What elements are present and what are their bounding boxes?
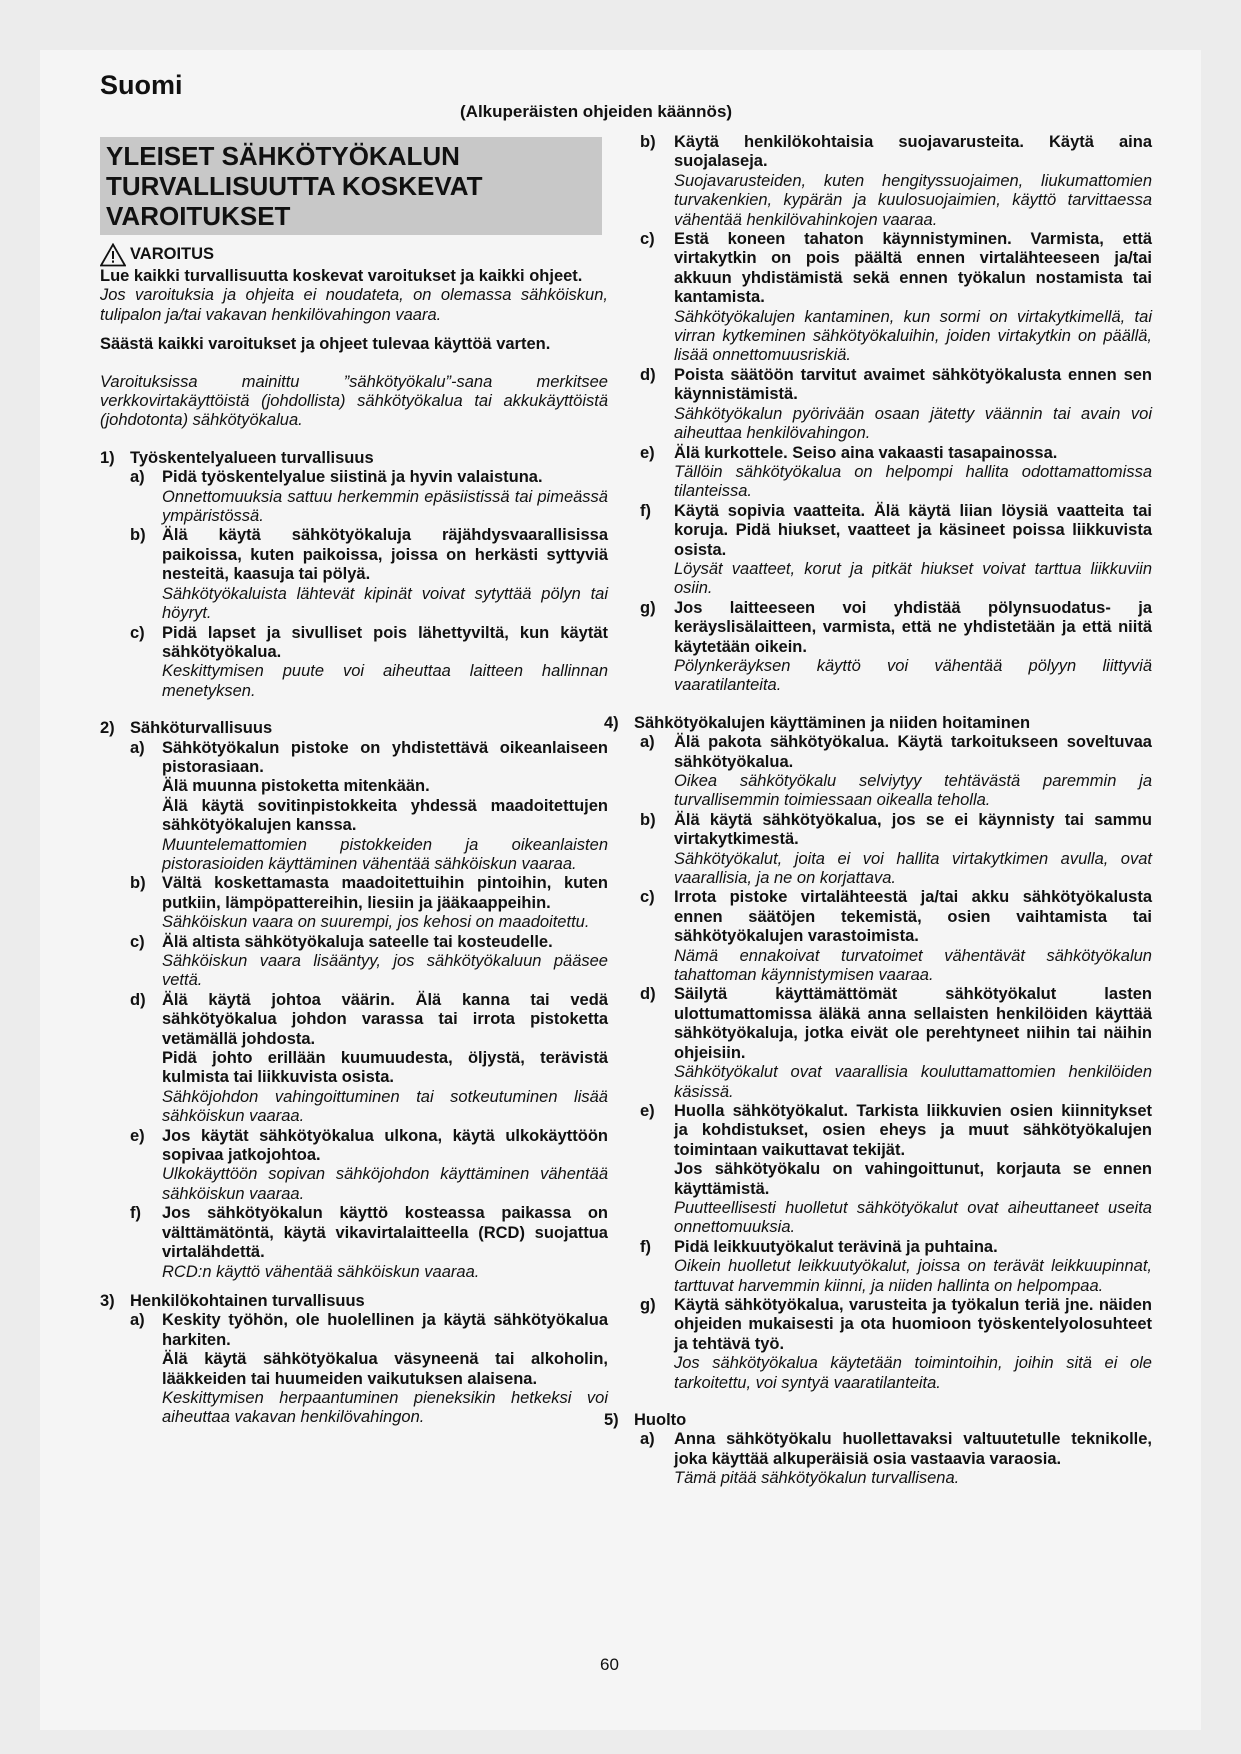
warning-triangle-icon [100,243,126,267]
translation-note: (Alkuperäisten ohjeiden käännös) [460,102,733,121]
list-item: c) Pidä lapset ja sivulliset pois lähettyviltä, kun käytät sähkötyökalua. Keskittymisen puute voi aiheuttaa laitteen hallinnan menetyksen. [130,623,608,700]
intro-italic: Varoituksissa mainittu ”sähkötyökalu”-sana merkitsee verkkovirtakäyttöistä (johdollista) sähkötyökalua tai akkukäyttöistä (johdotonta) sähkötyökalua. [100,372,608,430]
list-item: b) Älä käytä sähkötyökalua, jos se ei käynnisty tai sammu virtakytkimestä. Sähkötyökalut, joita ei voi hallita virtakytkimen avulla, ovat vaarallisia, ja ne on korjattava. [640,810,1152,888]
list-item: g) Jos laitteeseen voi yhdistää pölynsuodatus- ja keräyslisälaitteen, varmista, että ne yhdistetään ja että niitä käytetään oikein. Pölynkeräyksen käyttö voi vähentää pölyyn liittyviä vaaratilanteita. [640,598,1152,695]
title-line: VAROITUKSET [106,201,291,231]
list-item: d) Älä käytä johtoa väärin. Älä kanna tai vedä sähkötyökalua johdon varassa tai irrota pistoketta vetämällä johdosta. Pidä johto erillään kuumuudesta, öljystä, terävistä kulmista tai liikkuvista osista. Sähköjohdon vahingoittuminen tai sotkeutuminen lisää sähköiskun vaaraa. [130,990,608,1126]
list-item: f) Käytä sopivia vaatteita. Älä käytä liian löysiä vaatteita tai koruja. Pidä hiukset, vaatteet ja käsineet poissa liikkuvista osista. Löysät vaatteet, korut ja pitkät hiukset voivat tarttua liikkuviin osiin. [640,501,1152,598]
list-item: c) Älä altista sähkötyökaluja sateelle tai kosteudelle. Sähköiskun vaara lisääntyy, jos sähkötyökaluun pääsee vettä. [130,932,608,990]
page-number: 60 [600,1655,619,1674]
intro-bold: Säästä kaikki varoitukset ja ohjeet tulevaa käyttöä varten. [100,335,551,354]
section-heading: 4) Sähkötyökalujen käyttäminen ja niiden hoitaminen [604,713,1031,732]
warning-label: VAROITUS [130,245,215,264]
list-item: a) Keskity työhön, ole huolellinen ja käytä sähkötyökalua harkiten. Älä käytä sähkötyökalua väsyneenä tai alkoholin, lääkkeiden tai huumeiden vaikutuksen alaisena. Keskittymisen herpaantuminen pieneksikin hetkeksi voi aiheuttaa vakavan henkilövahingon. [130,1311,608,1427]
warning-heading [100,243,608,267]
list-item: e) Älä kurkottele. Seiso aina vakaasti tasapainossa. Tällöin sähkötyökalua on helpompi hallita odottamattomissa tilanteissa. [640,443,1152,501]
list-item: a) Sähkötyökalun pistoke on yhdistettävä oikeanlaiseen pistorasiaan. Älä muunna pistoketta mitenkään. Älä käytä sovitinpistokkeita yhdessä maadoitettujen sähkötyökalujen kanssa. Muuntelemattomien pistokkeiden ja oikeanlaisten pistorasioiden käyttäminen vähentää sähköiskun vaaraa. [130,738,608,873]
title-line: TURVALLISUUTTA KOSKEVAT [106,171,483,201]
language-heading: Suomi [100,70,183,100]
list-item: a) Älä pakota sähkötyökalua. Käytä tarkoitukseen soveltuvaa sähkötyökalua. Oikea sähkötyökalu selviytyy tehtävästä paremmin ja turvallisemmin toimiessaan oikealla teholla. [640,733,1152,810]
section-heading: 1) Työskentelyalueen turvallisuus [100,448,374,467]
list-item: f) Pidä leikkuutyökalut terävinä ja puhtaina. Oikein huolletut leikkuutyökalut, joissa on terävät leikkuupinnat, tarttuvat harvemmin kiinni, ja niiden hallinta on helpompaa. [640,1237,1152,1295]
list-item: c) Irrota pistoke virtalähteestä ja/tai akku sähkötyökalusta ennen säätöjen tekemistä, osien vaihtamista tai sähkötyökalujen varastoimista. Nämä ennakoivat turvatoimet vähentävät sähkötyökalun tahattoman käynnistymisen vaaraa. [640,888,1152,985]
list-item: b) Vältä koskettamasta maadoitettuihin pintoihin, kuten putkiin, lämpöpattereihin, liesiin ja jääkaappeihin. Sähköiskun vaara on suurempi, jos kehosi on maadoitettu. [130,874,608,932]
section-heading: 3) Henkilökohtainen turvallisuus [100,1291,365,1310]
list-item: e) Huolla sähkötyökalut. Tarkista liikkuvien osien kiinnitykset ja kohdistukset, osien eheys ja muut sähkötyökalujen toimintaan vaikuttavat tekijät. Jos sähkötyökalu on vahingoittunut, korjauta se ennen käyttämistä. Puutteellisesti huolletut sähkötyökalut ovat aiheuttaneet useita onnettomuuksia. [640,1101,1152,1237]
list-item: a) Anna sähkötyökalu huollettavaksi valtuutetulle teknikolle, joka käyttää alkuperäisiä osia vastaavia varaosia. Tämä pitää sähkötyökalun turvallisena. [640,1430,1152,1488]
right-column [604,133,1152,1489]
list-item: g) Käytä sähkötyökalua, varusteita ja työkalun teriä jne. näiden ohjeiden mukaisesti ja ota huomioon työskentelyolosuhteet ja tehtävä työ. Jos sähkötyökalua käytetään toimintoihin, joihin sitä ei ole tarkoitettu, voi syntyä vaaratilanteita. [640,1295,1152,1392]
section-heading: 2) Sähköturvallisuus [100,719,273,738]
list-item: e) Jos käytät sähkötyökalua ulkona, käytä ulkokäyttöön sopivaa jatkojohtoa. Ulkokäyttöön sopivan sähköjohdon käyttäminen vähentää sähköiskun vaaraa. [130,1126,608,1203]
list-item: a) Pidä työskentelyalue siistinä ja hyvin valaistuna. Onnettomuuksia sattuu herkemmin epäsiistissä tai pimeässä ympäristössä. [130,468,608,526]
intro-bold: Lue kaikki turvallisuutta koskevat varoitukset ja kaikki ohjeet. [100,267,583,285]
section-heading: 5) Huolto [604,1411,687,1429]
list-item: f) Jos sähkötyökalun käyttö kosteassa paikassa on välttämätöntä, käytä vikavirtalaitteella (RCD) suojattua virtalähdettä. RCD:n käyttö vähentää sähköiskun vaaraa. [130,1204,608,1281]
intro-italic: Jos varoituksia ja ohjeita ei noudateta, on olemassa sähköiskun, tulipalon ja/tai vakavan henkilövahingon vaara. [100,286,608,324]
title-box [100,137,602,235]
title-line: YLEISET SÄHKÖTYÖKALUN [106,141,460,171]
list-item: b) Älä käytä sähkötyökaluja räjähdysvaarallisissa paikoissa, kuten paikoissa, joissa on herkästi syttyviä nesteitä, kaasuja tai pölyä. Sähkötyökaluista lähtevät kipinät voivat sytyttää pölyn tai höyryt. [130,526,608,623]
left-column [100,137,608,1428]
list-item: c) Estä koneen tahaton käynnistyminen. Varmista, että virtakytkin on pois päältä ennen virtalähteeseen ja/tai akkuun yhdistämistä sekä ennen työkalun nostamista tai kantamista. Sähkötyökalujen kantaminen, kun sormi on virtakytkimellä, tai virran kytkeminen sähkötyökaluihin, joiden virtakytkin on päällä, lisää onnettomuusriskiä. [640,230,1152,365]
list-item: b) Käytä henkilökohtaisia suojavarusteita. Käytä aina suojalaseja. Suojavarusteiden, kuten hengityssuojaimen, liukumattomien turvakenkien, kypärän ja kuulosuojaimien, käyttö tarvittaessa vähentää henkilövahinkojen vaaraa. [640,133,1152,229]
list-item: d) Säilytä käyttämättömät sähkötyökalut lasten ulottumattomissa äläkä anna sellaisten henkilöiden käyttää sähkötyökaluja, jotka eivät ole perehtyneet niihin tai näihin ohjeisiin. Sähkötyökalut ovat vaarallisia kouluttamattomien henkilöiden käsissä. [640,985,1152,1101]
list-item: d) Poista säätöön tarvitut avaimet sähkötyökalusta ennen sen käynnistämistä. Sähkötyökalun pyörivään osaan jätetty väännin tai avain voi aiheuttaa henkilövahingon. [640,365,1152,443]
